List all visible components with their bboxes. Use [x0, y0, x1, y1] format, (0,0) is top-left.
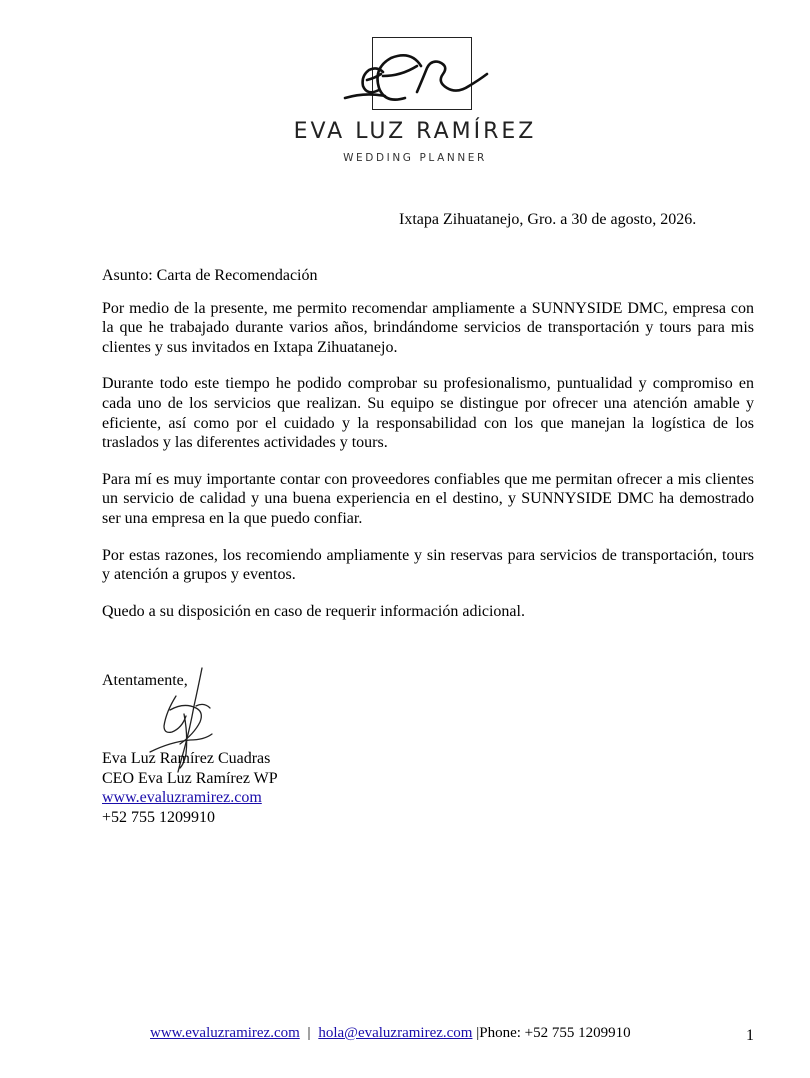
paragraph: Para mí es muy importante contar con proveedores confiables que me permitan ofrecer a mis clientes un servicio de calidad y una buena experiencia en el destino, y SUNNYSIDE DMC ha demostrado ser una empresa en la que puedo confiar.: [102, 470, 754, 527]
website-link[interactable]: www.evaluzramirez.com: [102, 789, 262, 807]
footer-email-link[interactable]: hola@evaluzramirez.com: [318, 1025, 473, 1041]
monogram-logo: [343, 36, 503, 116]
signatory-name: Eva Luz Ramírez Cuadras: [102, 750, 271, 767]
paragraph: Por medio de la presente, me permito recomendar ampliamente a SUNNYSIDE DMC, empresa con la que he trabajado durante varios años, brindándome servicios de transportación y tours para mis clientes y sus invitados en Ixtapa Zihuatanejo.: [102, 299, 754, 356]
paragraph: Quedo a su disposición en caso de requerir información adicional.: [102, 602, 525, 620]
footer-separator: |: [307, 1025, 311, 1041]
subject-line: Asunto: Carta de Recomendación: [102, 267, 318, 284]
paragraph: Durante todo este tiempo he podido comprobar su profesionalismo, puntualidad y compromiso en cada uno de los servicios que realizan. Su equipo se distingue por ofrecer una atención amable y eficiente, así como por el cuidado y la responsabilidad con los que manejan la logística de los traslados y las diferentes actividades y tours.: [102, 375, 754, 452]
signatory-title: CEO Eva Luz Ramírez WP: [102, 769, 278, 787]
signature-block: [102, 749, 278, 827]
brand-subtitle: WEDDING PLANNER: [343, 152, 487, 164]
footer-phone: |Phone: +52 755 1209910: [476, 1025, 631, 1041]
closing: Atentamente,: [102, 672, 188, 689]
paragraph: Por estas razones, los recomiendo ampliamente y sin reservas para servicios de transportación, tours y atención a grupos y eventos.: [102, 546, 754, 584]
footer-website-link[interactable]: www.evaluzramirez.com: [150, 1025, 300, 1041]
signatory-phone: +52 755 1209910: [102, 808, 216, 826]
page-footer: [150, 1025, 631, 1042]
date-line: Ixtapa Zihuatanejo, Gro. a 30 de agosto, 2026.: [399, 211, 697, 228]
page-number: 1: [746, 1027, 754, 1044]
letter-body: [102, 266, 754, 638]
brand-name: EVA LUZ RAMÍREZ: [293, 119, 537, 144]
